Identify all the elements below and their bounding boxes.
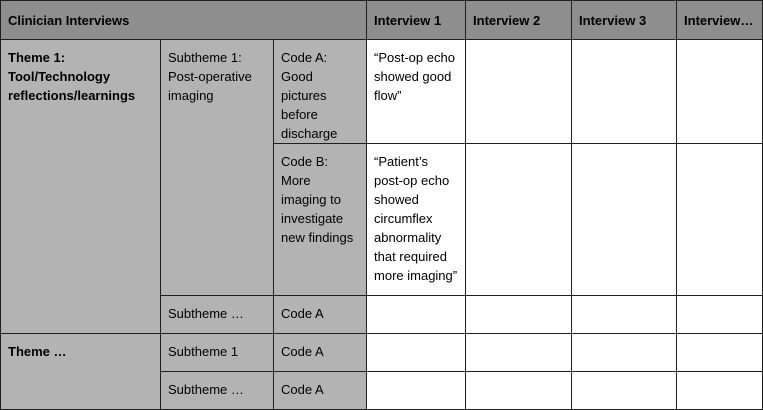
table-title: Clinician Interviews: [1, 1, 367, 40]
interview-more-cell: [677, 372, 763, 410]
interview-1-quote-cell: “Post-op echo showed good flow”: [367, 40, 466, 144]
interview-2-cell: [466, 40, 572, 144]
interview-3-cell: [572, 296, 677, 334]
code-a-cell: Code A: Good pictures before discharge: [274, 40, 367, 144]
interview-more-cell: [677, 296, 763, 334]
interview-3-cell: [572, 334, 677, 372]
subtheme-1-cell: Subtheme 1: [161, 334, 274, 372]
theme-1-cell: Theme 1: Tool/Technology reflections/learnings: [1, 40, 161, 334]
interview-3-cell: [572, 40, 677, 144]
table-row: [1, 40, 763, 144]
code-a-cell: Code A: [274, 372, 367, 410]
column-header-interview-3: Interview 3: [572, 1, 677, 40]
theme-more-cell: Theme …: [1, 334, 161, 410]
interview-2-cell: [466, 296, 572, 334]
subtheme-more-cell: Subtheme …: [161, 372, 274, 410]
column-header-interview-more: Interview…: [677, 1, 763, 40]
interview-more-cell: [677, 334, 763, 372]
interview-1-cell: [367, 296, 466, 334]
interview-3-cell: [572, 144, 677, 296]
interview-1-quote-cell: “Patient’s post-op echo showed circumflex abnormality that required more imaging”: [367, 144, 466, 296]
subtheme-more-cell: Subtheme …: [161, 296, 274, 334]
code-a-cell: Code A: [274, 334, 367, 372]
column-header-interview-2: Interview 2: [466, 1, 572, 40]
interview-2-cell: [466, 144, 572, 296]
column-header-interview-1: Interview 1: [367, 1, 466, 40]
header-row: [1, 1, 763, 40]
interview-3-cell: [572, 372, 677, 410]
code-b-cell: Code B: More imaging to investigate new findings: [274, 144, 367, 296]
table-row: [1, 334, 763, 372]
code-a-cell: Code A: [274, 296, 367, 334]
subtheme-1-cell: Subtheme 1: Post-operative imaging: [161, 40, 274, 296]
interview-1-cell: [367, 334, 466, 372]
interview-2-cell: [466, 334, 572, 372]
interview-more-cell: [677, 40, 763, 144]
interview-1-cell: [367, 372, 466, 410]
interview-more-cell: [677, 144, 763, 296]
interview-2-cell: [466, 372, 572, 410]
